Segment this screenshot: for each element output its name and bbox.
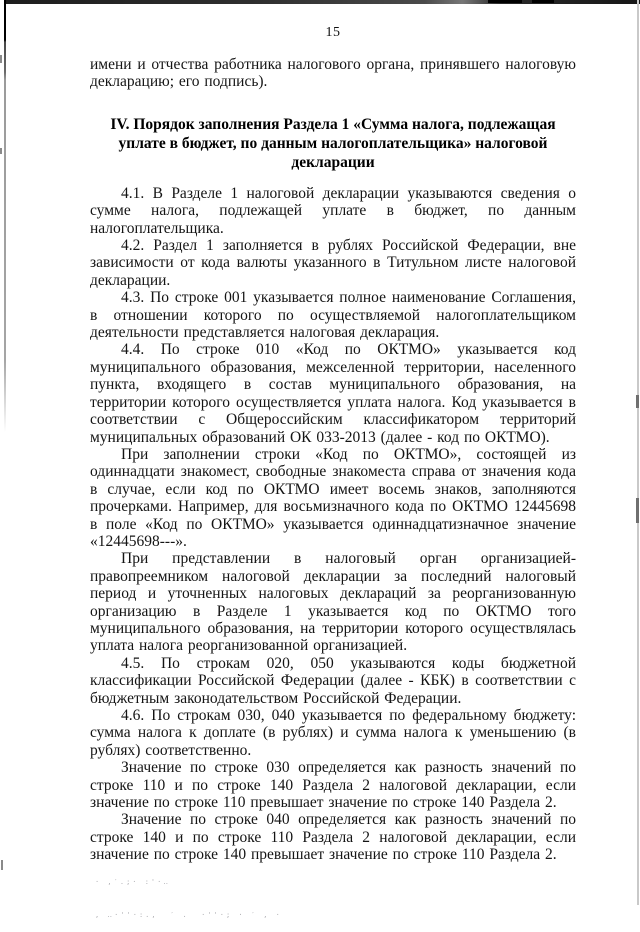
paragraph: При заполнении строки «Код по ОКТМО», состоящей из одиннадцати знакомест, свободные знакоместа справа от значения кода в случае, если код по ОКТМО имеет восемь знаков, заполняются прочерками. Например, для восьмизначного кода по ОКТМО 12445698 в поле «Код по ОКТМО» указывается одиннадцатизначное значение «12445698---». bbox=[90, 445, 576, 550]
paragraph: При представлении в налоговый орган организацией-правопреемником налоговой декларации за последний налоговый период и уточненных налоговых деклараций за реорганизованную организацию в Разделе 1 указывается код по ОКТМО того муниципального образования, на территории которого осуществлялась уплата налога реорганизованной организацией. bbox=[90, 550, 576, 655]
paragraph: Значение по строке 040 определяется как разность значений по строке 140 и по строке 110 Раздела 2 налоговой декларации, если значение по строке 140 превышает значение по строке 110 Раздела 2. bbox=[90, 811, 576, 864]
scan-edge-right bbox=[637, 0, 639, 905]
scan-footer-line: , ‥·''·:., ′ . ·''·; · ′ , · bbox=[95, 911, 282, 919]
section-heading: IV. Порядок заполнения Раздела 1 «Сумма налога, подлежащая уплате в бюджет, по данным налогоплательщика» налоговой декларации bbox=[110, 115, 556, 171]
paragraph: 4.4. По строке 010 «Код по ОКТМО» указывается код муниципального образования, межселенной территории, населенного пункта, входящего в состав муниципального образования, на территории которого осуществляется уплата налога. Код указывается в соответствии с Общероссийским классификатором территорий муниципальных образований ОК 033-2013 (далее - код по ОКТМО). bbox=[90, 341, 576, 446]
scan-edge-left bbox=[4, 0, 6, 432]
scan-edge-left-tick bbox=[1, 860, 3, 870]
scan-footer-line: · ,′.;· :'·‥ bbox=[95, 878, 171, 886]
paragraph: 4.2. Раздел 1 заполняется в рублях Российской Федерации, вне зависимости от кода валюты указанного в Титульном листе налоговой декларации. bbox=[90, 237, 576, 289]
document-page bbox=[90, 0, 576, 864]
body-paragraphs bbox=[90, 185, 576, 864]
page-number: 15 bbox=[325, 25, 341, 40]
continuation-paragraph: имени и отчества работника налогового органа, принявшего налоговую декларацию; его подпись). bbox=[90, 56, 576, 91]
paragraph: 4.5. По строкам 020, 050 указываются коды бюджетной классификации Российской Федерации (далее - КБК) в соответствии с бюджетным законодательством Российской Федерации. bbox=[90, 654, 576, 707]
paragraph: 4.1. В Разделе 1 налоговой декларации указываются сведения о сумме налога, подлежащей уплате в бюджет, по данным налогоплательщика. bbox=[90, 184, 576, 237]
paragraph: 4.3. По строке 001 указывается полное наименование Соглашения, в отношении которого по осуществляемой налогоплательщиком деятельности представляется налоговая декларация. bbox=[90, 289, 576, 342]
scan-edge-right-dash bbox=[636, 395, 639, 408]
scan-edge-left-tick bbox=[0, 55, 2, 63]
scan-edge-left-tick bbox=[0, 148, 2, 154]
paragraph: 4.6. По строкам 030, 040 указывается по федеральному бюджету: сумма налога к доплате (в рублях) и сумма налога к уменьшению (в рублях) соответственно. bbox=[90, 707, 576, 759]
scan-footer-artifact bbox=[95, 855, 282, 932]
scan-edge-right-dash bbox=[636, 498, 639, 523]
paragraph: Значение по строке 030 определяется как разность значений по строке 110 и по строке 140 Раздела 2 налоговой декларации, если значение по строке 110 превышает значение по строке 140 Раздела 2. bbox=[90, 759, 576, 812]
